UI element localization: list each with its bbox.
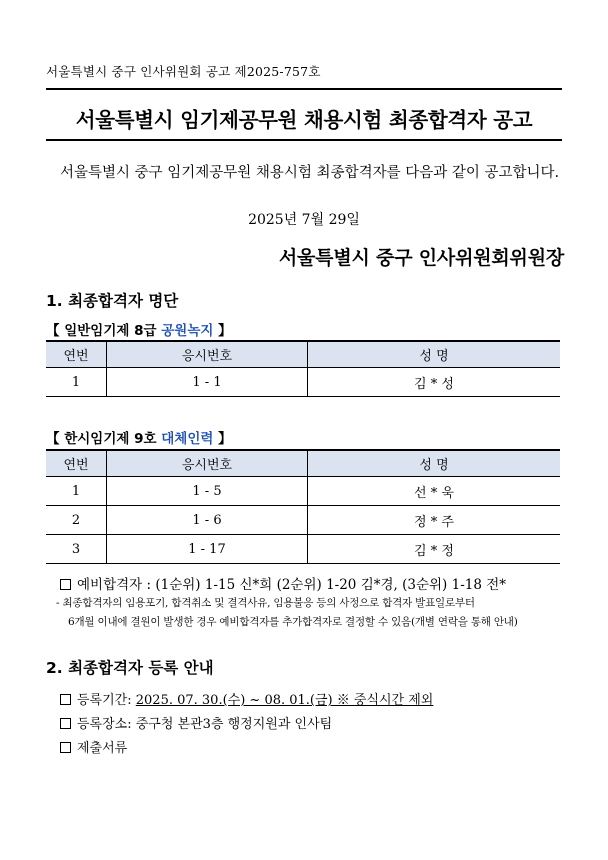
bracket-close: 】 (213, 323, 232, 339)
group-2-label (46, 427, 232, 447)
cell-exam: 1 - 6 (107, 506, 308, 535)
col-header-no: 연번 (46, 450, 107, 477)
note-line-2: 6개월 이내에 결원이 발생한 경우 예비합격자를 추가합격자로 결정할 수 있음(개별 연락을 통해 안내) (68, 616, 518, 628)
cell-name: 정 * 주 (308, 506, 561, 535)
required-documents (60, 737, 127, 756)
table-row (46, 506, 560, 535)
checkbox-square-icon (60, 579, 71, 590)
reserve-text: 예비합격자 : (1순위) 1-15 신*희 (2순위) 1-20 김*경, (3순위) 1-18 전* (77, 577, 507, 593)
table-row (46, 477, 560, 506)
col-header-name: 성 명 (308, 341, 561, 368)
bracket-open: 【 (46, 431, 65, 447)
table-row (46, 368, 560, 397)
checkbox-square-icon (60, 718, 71, 729)
checkbox-square-icon (60, 694, 71, 705)
cell-no: 3 (46, 535, 107, 564)
col-header-exam: 응시번호 (107, 450, 308, 477)
section-2-heading: 2. 최종합격자 등록 안내 (46, 659, 214, 677)
registration-period (60, 689, 433, 708)
registration-place (60, 713, 332, 732)
bracket-close: 】 (213, 431, 232, 447)
table-header-row (46, 341, 560, 368)
signer: 서울특별시 중구 인사위원회위원장 (278, 247, 564, 269)
period-value: 2025. 07. 30.(수) ~ 08. 01.(금) ※ 중식시간 제외 (135, 693, 434, 708)
documents-text: 제출서류 (77, 741, 128, 756)
cell-no: 1 (46, 368, 107, 397)
table-header-row (46, 450, 560, 477)
period-label: 등록기간: (77, 693, 136, 708)
cell-name: 김 * 정 (308, 535, 561, 564)
intro-text: 서울특별시 중구 임기제공무원 채용시험 최종합격자를 다음과 같이 공고합니다. (60, 165, 560, 181)
cell-no: 1 (46, 477, 107, 506)
section-1-heading: 1. 최종합격자 명단 (46, 292, 179, 310)
cell-no: 2 (46, 506, 107, 535)
table-row (46, 535, 560, 564)
notice-number: 서울특별시 중구 인사위원회 공고 제2025-757호 (46, 64, 321, 79)
title-rule-bottom (46, 139, 562, 141)
group-1-grade: 일반임기제 8급 (64, 323, 162, 339)
announcement-date: 2025년 7월 29일 (248, 212, 360, 228)
cell-exam: 1 - 17 (107, 535, 308, 564)
col-header-exam: 응시번호 (107, 341, 308, 368)
bracket-open: 【 (46, 323, 65, 339)
group-2-table (46, 449, 560, 564)
group-1-table (46, 340, 560, 397)
reserve-note (56, 594, 566, 632)
note-line-1: - 최종합격자의 임용포기, 합격취소 및 결격사유, 임용불응 등의 사정으로 합격자 발표일로부터 (56, 597, 475, 609)
reserve-candidates (60, 573, 506, 593)
col-header-no: 연번 (46, 341, 107, 368)
page-title: 서울특별시 임기제공무원 채용시험 최종합격자 공고 (75, 108, 533, 132)
cell-exam: 1 - 1 (107, 368, 308, 397)
group-1-label (46, 319, 232, 339)
group-2-grade: 한시임기제 9호 (64, 431, 162, 447)
intro-paragraph (46, 160, 564, 186)
checkbox-square-icon (60, 742, 71, 753)
place-text: 등록장소: 중구청 본관3층 행정지원과 인사팀 (77, 717, 333, 732)
group-1-field: 공원녹지 (161, 323, 214, 339)
cell-exam: 1 - 5 (107, 477, 308, 506)
cell-name: 김 * 성 (308, 368, 561, 397)
col-header-name: 성 명 (308, 450, 561, 477)
group-2-field: 대체인력 (161, 431, 214, 447)
cell-name: 선 * 욱 (308, 477, 561, 506)
title-rule-top (46, 88, 562, 90)
